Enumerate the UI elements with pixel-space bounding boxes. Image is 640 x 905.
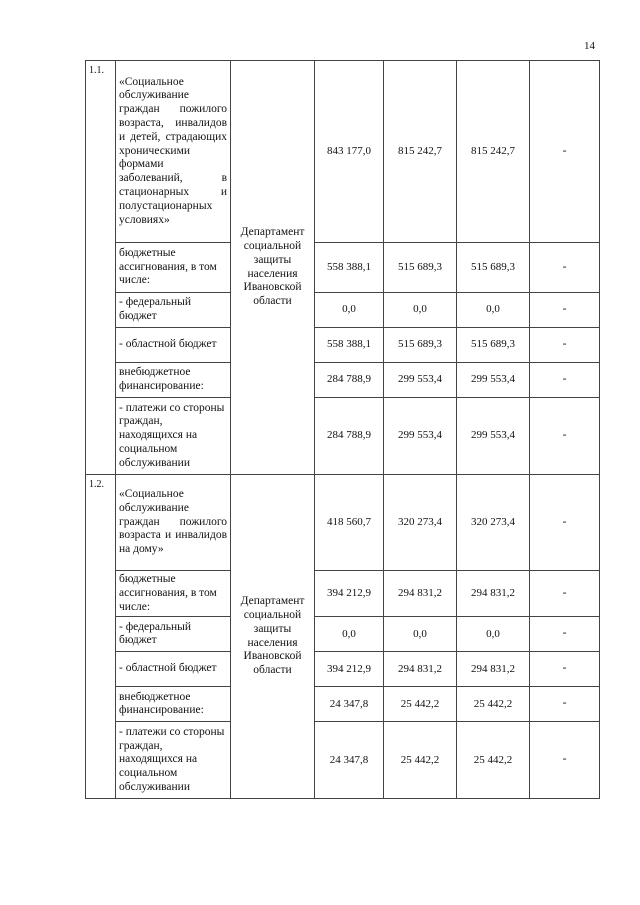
value-cell: 320 273,4 [457, 475, 530, 571]
value-cell: 515 689,3 [384, 243, 457, 293]
value-cell: - [530, 652, 600, 687]
row-label: бюджетные ассигнования, в том числе: [116, 571, 231, 617]
row-label: - областной бюджет [116, 652, 231, 687]
row-label: бюджетные ассигнования, в том числе: [116, 243, 231, 293]
value-cell: - [530, 398, 600, 475]
value-cell: 0,0 [315, 293, 384, 328]
value-cell: 515 689,3 [457, 243, 530, 293]
table-row [86, 61, 600, 243]
value-cell: 418 560,7 [315, 475, 384, 571]
value-cell: - [530, 293, 600, 328]
value-cell: 25 442,2 [384, 687, 457, 722]
value-cell: 284 788,9 [315, 363, 384, 398]
value-cell: - [530, 61, 600, 243]
table-row [86, 398, 600, 475]
table-row [86, 328, 600, 363]
value-cell: 394 212,9 [315, 652, 384, 687]
value-cell: 294 831,2 [384, 652, 457, 687]
value-cell: 515 689,3 [384, 328, 457, 363]
value-cell: - [530, 617, 600, 652]
table-row [86, 243, 600, 293]
value-cell: 515 689,3 [457, 328, 530, 363]
value-cell: 24 347,8 [315, 722, 384, 799]
value-cell: 0,0 [384, 617, 457, 652]
value-cell: - [530, 687, 600, 722]
table-row [86, 293, 600, 328]
value-cell: - [530, 722, 600, 799]
value-cell: 294 831,2 [457, 571, 530, 617]
value-cell: 25 442,2 [457, 687, 530, 722]
value-cell: - [530, 328, 600, 363]
value-cell: 299 553,4 [384, 363, 457, 398]
table-row [86, 363, 600, 398]
value-cell: 558 388,1 [315, 328, 384, 363]
table-row [86, 722, 600, 799]
value-cell: - [530, 243, 600, 293]
value-cell: 24 347,8 [315, 687, 384, 722]
table-row [86, 687, 600, 722]
value-cell: 294 831,2 [457, 652, 530, 687]
table-row [86, 617, 600, 652]
row-label: внебюджетное финансирование: [116, 687, 231, 722]
value-cell: 0,0 [384, 293, 457, 328]
value-cell: 843 177,0 [315, 61, 384, 243]
department-cell: Департамент социальной защиты населения Ивановской области [231, 475, 315, 799]
value-cell: 284 788,9 [315, 398, 384, 475]
value-cell: 25 442,2 [384, 722, 457, 799]
row-label: «Социальное обслуживание граждан пожилого возраста и инвалидов на дому» [116, 475, 231, 571]
department-cell: Департамент социальной защиты населения Ивановской области [231, 61, 315, 475]
value-cell: 25 442,2 [457, 722, 530, 799]
table-row [86, 475, 600, 571]
row-label: - федеральный бюджет [116, 617, 231, 652]
value-cell: 0,0 [457, 617, 530, 652]
table-row [86, 571, 600, 617]
table-row [86, 652, 600, 687]
row-label: - платежи со стороны граждан, находящихся на социальном обслуживании [116, 722, 231, 799]
value-cell: 815 242,7 [457, 61, 530, 243]
value-cell: 0,0 [457, 293, 530, 328]
row-label: внебюджетное финансирование: [116, 363, 231, 398]
value-cell: 558 388,1 [315, 243, 384, 293]
value-cell: 0,0 [315, 617, 384, 652]
value-cell: - [530, 475, 600, 571]
value-cell: 394 212,9 [315, 571, 384, 617]
value-cell: 299 553,4 [457, 398, 530, 475]
value-cell: - [530, 363, 600, 398]
row-label: «Социальное обслуживание граждан пожилого возраста, инвалидов и детей, страдающих хроническими формами заболеваний, в стационарных и полустационарных условиях» [116, 61, 231, 243]
value-cell: 299 553,4 [457, 363, 530, 398]
section-index: 1.2. [86, 475, 116, 799]
value-cell: 299 553,4 [384, 398, 457, 475]
row-label: - федеральный бюджет [116, 293, 231, 328]
row-label: - платежи со стороны граждан, находящихся на социальном обслуживании [116, 398, 231, 475]
row-label: - областной бюджет [116, 328, 231, 363]
value-cell: - [530, 571, 600, 617]
value-cell: 294 831,2 [384, 571, 457, 617]
value-cell: 815 242,7 [384, 61, 457, 243]
budget-table [85, 60, 600, 799]
section-index: 1.1. [86, 61, 116, 475]
value-cell: 320 273,4 [384, 475, 457, 571]
page-number: 14 [584, 40, 595, 52]
